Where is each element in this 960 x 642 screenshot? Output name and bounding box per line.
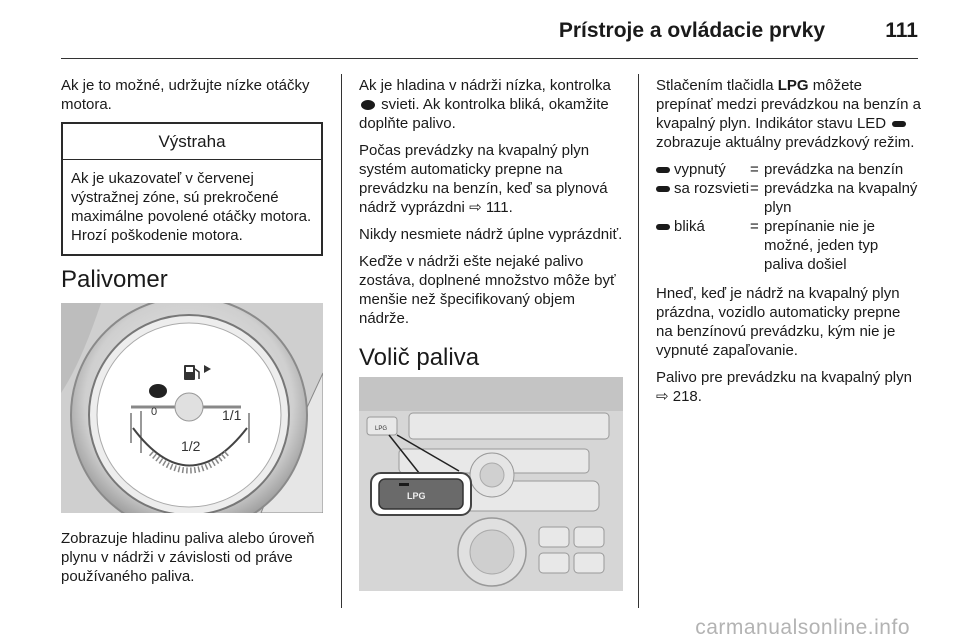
fuel-selector-image xyxy=(359,377,623,591)
mode-state-cell xyxy=(656,217,750,274)
table-row xyxy=(656,217,921,274)
mode-state-on: sa rozsvieti xyxy=(674,180,750,197)
fuel-gauge-illustration xyxy=(61,303,323,513)
refill-amount-paragraph: Keďže v nádrži ešte nejaké palivo zostáva, doplnené množstvo môže byť menšie než špecifikovaný objem nádrže. xyxy=(359,253,616,327)
column-2 xyxy=(359,76,623,591)
page-reference-link[interactable]: 218. xyxy=(672,388,702,405)
column-1 xyxy=(61,76,323,594)
column-3 xyxy=(656,76,921,414)
mode-state-blink: bliká xyxy=(674,218,705,235)
lpg-switch-text: Počas prevádzky na kvapalný plyn systém automaticky prepne na prevádzku na benzín, keď sa plynová nádrž vyprázdni xyxy=(359,142,608,216)
fuel-gauge-image xyxy=(61,303,323,513)
arrow-reference-icon: ⇨ xyxy=(656,388,669,405)
mode-state-off: vypnutý xyxy=(674,161,726,178)
lpg-button-paragraph xyxy=(656,76,921,152)
led-modes-table xyxy=(656,160,921,274)
lpg-button-label: LPG xyxy=(407,491,426,501)
column-divider-2 xyxy=(638,74,639,608)
lpg-fuel-text: Palivo pre prevádzku na kvapalný plyn xyxy=(656,369,912,386)
mode-eq: = xyxy=(750,161,759,178)
table-row xyxy=(656,160,921,179)
small-lpg-button-label: LPG xyxy=(375,426,388,432)
led-indicator-icon xyxy=(892,121,906,127)
led-indicator-icon xyxy=(656,186,670,192)
low-fuel-text-b: svieti. Ak kontrolka bliká, okamžite doplňte palivo. xyxy=(359,96,609,132)
led-indicator-icon xyxy=(361,100,375,110)
section-title-volic-paliva: Volič paliva xyxy=(359,344,480,371)
lpg-button-text-b: môžete prepínať medzi prevádzkou na benzín a kvapalný plyn. Indikátor stavu LED xyxy=(656,77,921,132)
column-divider-1 xyxy=(341,74,342,608)
mode-eq: = xyxy=(750,218,759,235)
intro-text: Ak je to možné, udržujte nízke otáčky motora. xyxy=(61,77,310,113)
low-fuel-paragraph xyxy=(359,76,623,133)
section-title-palivomer: Palivomer xyxy=(61,266,168,293)
lpg-button-name: LPG xyxy=(777,77,809,94)
lpg-button-text-c: zobrazuje aktuálny prevádzkový režim. xyxy=(656,134,915,151)
mode-desc-blink: prepínanie nie je možné, jeden typ paliva došiel xyxy=(764,218,879,273)
console-illustration xyxy=(359,377,623,591)
table-row xyxy=(656,179,921,217)
low-fuel-text-a: Ak je hladina v nádrži nízka, kontrolka xyxy=(359,77,611,94)
warning-title: Výstraha xyxy=(63,124,321,160)
lpg-switch-paragraph xyxy=(359,141,623,217)
lpg-fuel-paragraph xyxy=(656,368,921,406)
page-header-title: Prístroje a ovládacie prvky xyxy=(558,19,825,42)
mode-desc-on: prevádzka na kvapalný plyn xyxy=(764,180,918,216)
mode-state-cell xyxy=(656,160,750,179)
led-indicator-icon xyxy=(656,167,670,173)
page-number: 111 xyxy=(885,19,918,42)
gauge-label-full: 1/1 xyxy=(222,407,242,423)
mode-desc-off: prevádzka na benzín xyxy=(764,161,904,178)
warning-text: Ak je ukazovateľ v červenej výstražnej zóne, sú prekročené maximálne povolené otáčky motora. Hrozí poškodenie motora. xyxy=(71,170,312,244)
header-rule xyxy=(61,58,918,59)
gauge-caption: Zobrazuje hladinu paliva alebo úroveň plynu v nádrži v závislosti od práve používaného paliva. xyxy=(61,530,315,585)
mode-eq: = xyxy=(750,180,759,197)
lpg-button-text-a: Stlačením tlačidla xyxy=(656,77,774,94)
page-reference-link[interactable]: 111. xyxy=(485,199,513,216)
fuel-warning-led-icon xyxy=(149,384,167,398)
led-indicator-icon xyxy=(656,224,670,230)
warning-box xyxy=(61,122,323,256)
gauge-label-empty: 0 xyxy=(151,406,158,418)
mode-state-cell xyxy=(656,179,750,217)
watermark: carmanualsonline.info xyxy=(695,616,910,639)
gauge-label-half: 1/2 xyxy=(181,438,201,454)
arrow-reference-icon: ⇨ xyxy=(469,199,482,216)
never-empty-paragraph: Nikdy nesmiete nádrž úplne vyprázdniť. xyxy=(359,226,623,243)
empty-lpg-paragraph: Hneď, keď je nádrž na kvapalný plyn prázdna, vozidlo automaticky prepne na benzínovú prevádzku, kým nie je vypnuté zapaľovanie. xyxy=(656,285,901,359)
